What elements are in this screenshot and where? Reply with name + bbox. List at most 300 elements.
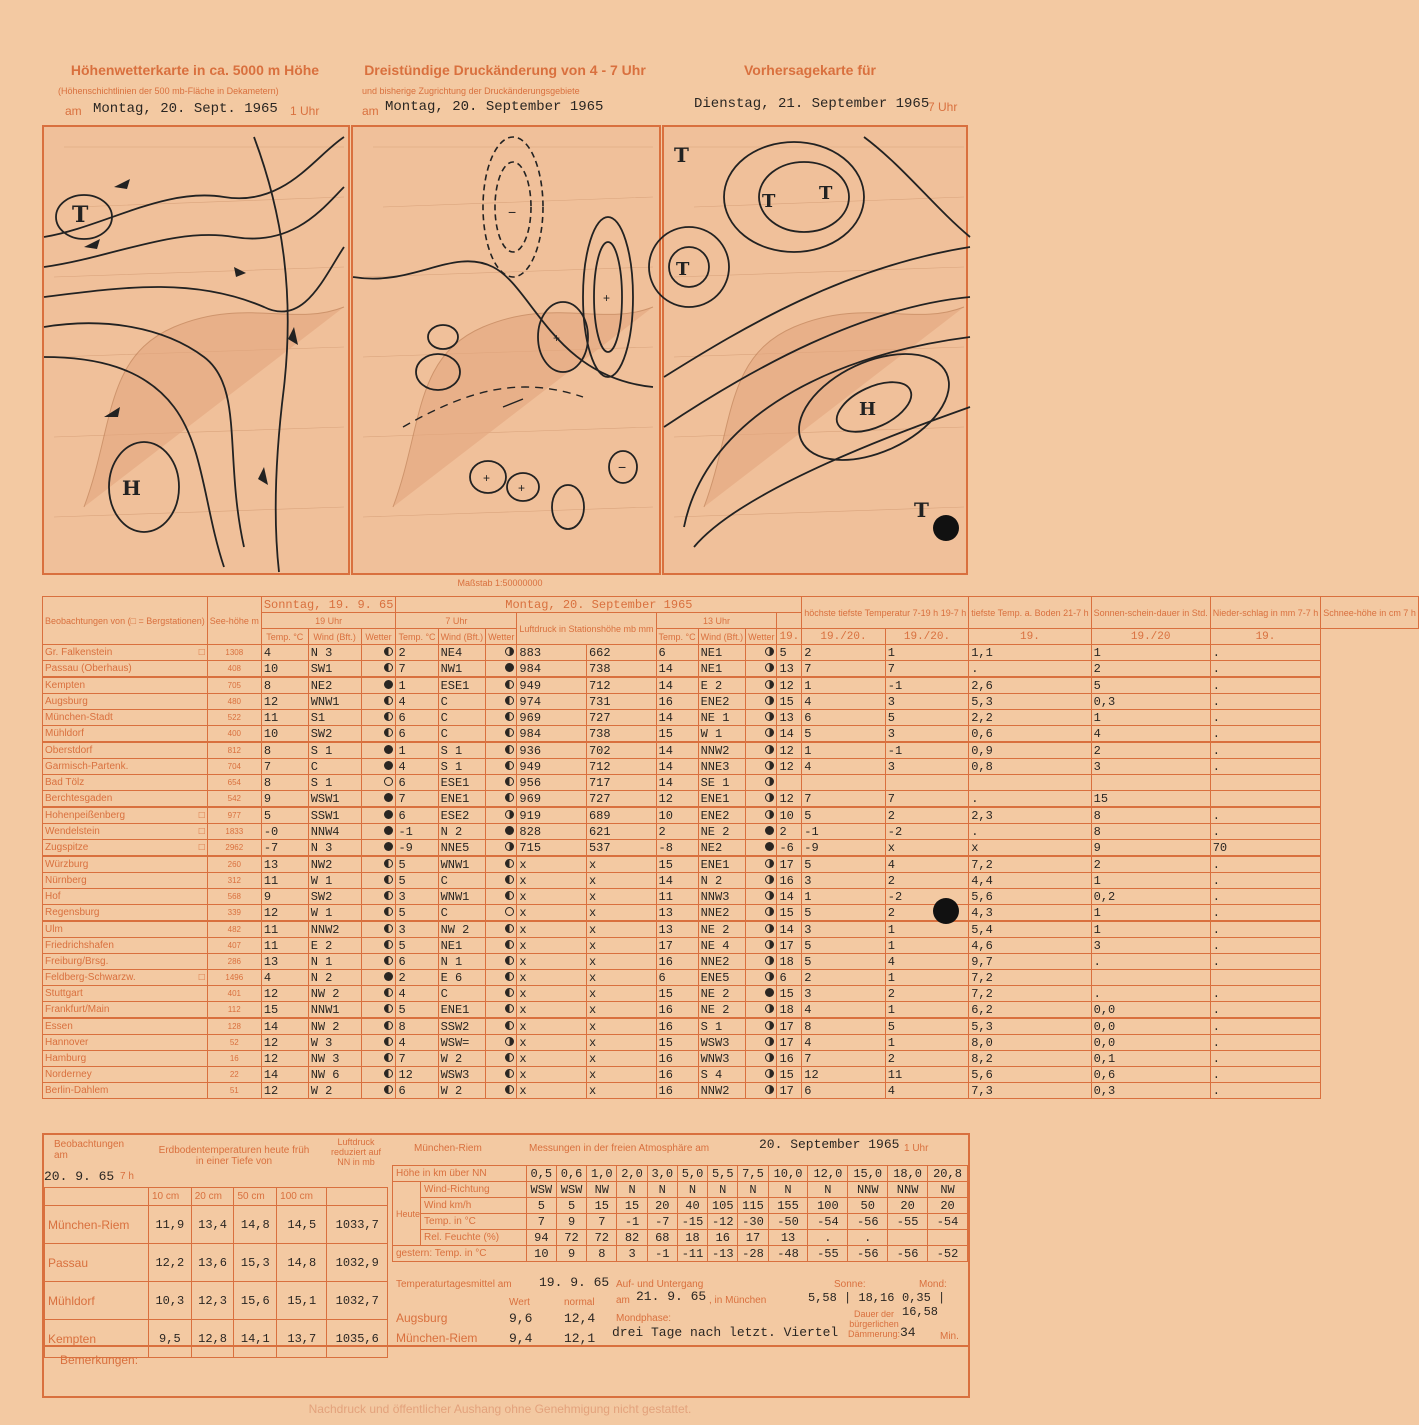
mountain-station-marker: □ — [198, 647, 205, 658]
table-row — [43, 840, 1419, 857]
wind-7h: NW 2 — [438, 921, 486, 938]
snow: . — [1210, 1083, 1321, 1099]
snow: . — [1210, 645, 1321, 661]
weather-symbol-icon — [765, 875, 774, 884]
temp-19h: 12 — [261, 1035, 308, 1051]
pressure-mb: 984 — [517, 726, 587, 743]
weather-symbol-icon — [505, 745, 514, 754]
table-row — [43, 1035, 1419, 1051]
weather-symbol-icon — [384, 842, 393, 851]
temp-19h: 12 — [261, 1051, 308, 1067]
pressure-mb: 974 — [517, 694, 587, 710]
aero-value: 16 — [708, 1230, 738, 1246]
forecast-map-drawing — [664, 127, 970, 577]
pressure-mm: 621 — [586, 824, 656, 840]
footer-note: Nachdruck und öffentlicher Aushang ohne Genehmigung nicht gestattet. — [308, 1402, 692, 1416]
weather-13h — [746, 954, 777, 970]
station-name: Essen — [43, 1018, 208, 1035]
sunshine: 1,1 — [969, 645, 1091, 661]
svg-text:T: T — [819, 183, 833, 204]
pressure-mb: 956 — [517, 775, 587, 791]
wind-7h: C — [438, 986, 486, 1002]
precipitation: 0,0 — [1091, 1002, 1210, 1019]
weather-symbol-icon — [505, 1085, 514, 1094]
pressure-mb: 936 — [517, 742, 587, 759]
svg-text:−: − — [508, 204, 517, 220]
weather-19h — [361, 726, 396, 743]
temp-13h: 11 — [656, 889, 698, 905]
weather-7h — [486, 1067, 517, 1083]
sunshine: 5,4 — [969, 921, 1091, 938]
temp-min: 4 — [802, 1002, 885, 1019]
pressure-mm: 712 — [586, 759, 656, 775]
temp-13h: 6 — [656, 645, 698, 661]
temp-min: 5 — [802, 954, 885, 970]
weather-7h — [486, 1002, 517, 1019]
weather-symbol-icon — [765, 810, 774, 819]
ground-temp: 3 — [885, 694, 968, 710]
ground-temp: 2 — [885, 873, 968, 889]
station-name: Kempten — [43, 677, 208, 694]
pressure-change-subtitle: und bisherige Zugrichtung der Druckänderungsgebiete — [362, 86, 580, 96]
ground-temp: -2 — [885, 824, 968, 840]
upper-air-map-subtitle: (Höhenschichtlinien der 500 mb-Fläche in Dekametern) — [58, 86, 279, 96]
weather-7h — [486, 840, 517, 857]
station-height: 407 — [207, 938, 261, 954]
sunshine: 5,3 — [969, 694, 1091, 710]
aero-value: -54 — [808, 1214, 848, 1230]
soil-date: 20. 9. 65 — [44, 1169, 115, 1184]
weather-symbol-icon — [384, 891, 393, 900]
depth-10: 10 cm — [149, 1188, 192, 1206]
table-row — [43, 856, 1419, 873]
pressure-change-am-label: am — [362, 104, 379, 118]
ground-temp: 2 — [885, 1051, 968, 1067]
station-name: Hohenpeißenberg □ — [43, 807, 208, 824]
aero-value: 15 — [587, 1198, 617, 1214]
ground-temp: x — [885, 840, 968, 857]
pressure-mm: x — [586, 1083, 656, 1099]
temp-7h: 1 — [396, 742, 438, 759]
snow — [1210, 970, 1321, 986]
soil-temp: 11,9 — [149, 1206, 192, 1244]
aero-date: 20. September 1965 — [759, 1137, 900, 1152]
pressure-mb: x — [517, 954, 587, 970]
station-height: 51 — [207, 1083, 261, 1099]
wind-19h: W 1 — [308, 905, 361, 922]
ground-temp: 11 — [885, 1067, 968, 1083]
precipitation — [1091, 775, 1210, 791]
aero-value: -56 — [848, 1214, 888, 1230]
temp-7h: 3 — [396, 889, 438, 905]
weather-symbol-icon — [384, 810, 393, 819]
weather-symbol-icon — [384, 859, 393, 868]
table-row — [43, 791, 1419, 808]
aero-row-label: gestern: Temp. in °C — [393, 1246, 527, 1262]
aero-row — [393, 1182, 968, 1198]
weather-19h — [361, 775, 396, 791]
weather-symbol-icon — [505, 826, 514, 835]
station-name: Frankfurt/Main — [43, 1002, 208, 1019]
pressure-mm: x — [586, 873, 656, 889]
station-name: Garmisch-Partenk. — [43, 759, 208, 775]
station-height: 1308 — [207, 645, 261, 661]
precipitation: 2 — [1091, 742, 1210, 759]
sunshine: 5,6 — [969, 1067, 1091, 1083]
temp-7h: 3 — [396, 921, 438, 938]
punch-hole — [933, 898, 959, 924]
pressure-mb: x — [517, 1083, 587, 1099]
wind-13h: NE 2 — [698, 824, 746, 840]
table-row — [43, 905, 1419, 922]
temp-19h: -7 — [261, 840, 308, 857]
station-name: Nürnberg — [43, 873, 208, 889]
table-row — [43, 824, 1419, 840]
wind-7h: NE1 — [438, 938, 486, 954]
weather-13h — [746, 856, 777, 873]
wind-19h: NW2 — [308, 856, 361, 873]
weather-7h — [486, 759, 517, 775]
sunshine: 4,3 — [969, 905, 1091, 922]
sun-title: Auf- und Untergang — [616, 1279, 704, 1290]
pressure-mb: x — [517, 970, 587, 986]
col-pressure: Luftdruck in Stationshöhe mb mm — [517, 613, 656, 645]
temp-19h: 8 — [261, 775, 308, 791]
aero-value: N — [617, 1182, 647, 1198]
weather-symbol-icon — [505, 680, 514, 689]
wind-7h: WNW1 — [438, 856, 486, 873]
svg-text:−: − — [618, 459, 627, 475]
temp-7h: 7 — [396, 1051, 438, 1067]
ground-temp: 3 — [885, 759, 968, 775]
temp-max: 13 — [777, 710, 802, 726]
weather-7h — [486, 661, 517, 678]
wind-13h: ENE1 — [698, 791, 746, 808]
table-row — [43, 775, 1419, 791]
wind-19h: N 3 — [308, 840, 361, 857]
h-date-3: 19./20. — [885, 629, 968, 645]
aero-time: 1 Uhr — [904, 1143, 929, 1154]
station-height: 339 — [207, 905, 261, 922]
weather-13h — [746, 710, 777, 726]
col-19uhr: 19 Uhr — [261, 613, 396, 629]
wind-7h: ESE2 — [438, 807, 486, 824]
weather-symbol-icon — [384, 924, 393, 933]
station-name: Hof — [43, 889, 208, 905]
svg-text:T: T — [72, 202, 89, 228]
aero-value: WSW — [556, 1182, 586, 1198]
weather-symbol-icon — [384, 647, 393, 656]
svg-text:+: + — [603, 291, 611, 305]
weather-7h — [486, 1051, 517, 1067]
wind-19h: E 2 — [308, 938, 361, 954]
aero-value: 18 — [677, 1230, 707, 1246]
soil-temp: 15,3 — [234, 1244, 277, 1282]
aero-value: -7 — [647, 1214, 677, 1230]
temp-13h: 16 — [656, 1067, 698, 1083]
temp-13h: 17 — [656, 938, 698, 954]
station-height: 480 — [207, 694, 261, 710]
sun-am: am — [616, 1295, 630, 1306]
weather-13h — [746, 889, 777, 905]
aero-value: NW — [587, 1182, 617, 1198]
aero-row-label: Wind-Richtung — [421, 1182, 527, 1198]
temp-min: 1 — [802, 889, 885, 905]
col-ground: tiefste Temp. a. Boden 21-7 h — [969, 597, 1091, 629]
soil-temp: 13,4 — [191, 1206, 234, 1244]
tmean-value: 9,4 — [509, 1331, 533, 1346]
pressure-mm: 712 — [586, 677, 656, 694]
aero-height: 0,5 — [526, 1166, 556, 1182]
wind-13h: NNW2 — [698, 1083, 746, 1099]
weather-13h — [746, 873, 777, 889]
soil-temp: 14,8 — [234, 1206, 277, 1244]
weather-13h — [746, 661, 777, 678]
wind-13h: NE1 — [698, 661, 746, 678]
wind-13h: NE 2 — [698, 1002, 746, 1019]
pressure-mm: x — [586, 954, 656, 970]
h-date-5: 19./20 — [1091, 629, 1210, 645]
aero-value: 100 — [808, 1198, 848, 1214]
aero-value: 17 — [738, 1230, 768, 1246]
temp-13h: 14 — [656, 710, 698, 726]
weather-symbol-icon — [505, 972, 514, 981]
ground-temp: 1 — [885, 645, 968, 661]
pressure-mb: 984 — [517, 661, 587, 678]
ground-temp: 2 — [885, 807, 968, 824]
temp-max: 12 — [777, 677, 802, 694]
temp-7h: 7 — [396, 661, 438, 678]
temp-min: 7 — [802, 791, 885, 808]
sunshine: 2,3 — [969, 807, 1091, 824]
weather-13h — [746, 1018, 777, 1035]
station-height: 542 — [207, 791, 261, 808]
pressure-mm: 738 — [586, 661, 656, 678]
weather-symbol-icon — [765, 728, 774, 737]
wind-7h: WSW= — [438, 1035, 486, 1051]
weather-symbol-icon — [765, 793, 774, 802]
temp-min: 3 — [802, 873, 885, 889]
temp-19h: 12 — [261, 1083, 308, 1099]
pressure-mm: 731 — [586, 694, 656, 710]
snow: . — [1210, 1035, 1321, 1051]
mountain-station-marker: □ — [198, 810, 205, 821]
station-name: München-Stadt — [43, 710, 208, 726]
table-row — [43, 742, 1419, 759]
temp-7h: 5 — [396, 1002, 438, 1019]
wind-19h: NW 6 — [308, 1067, 361, 1083]
pressure-mb: x — [517, 1051, 587, 1067]
weather-symbol-icon — [765, 745, 774, 754]
aero-value: 40 — [677, 1198, 707, 1214]
weather-symbol-icon — [384, 1069, 393, 1078]
temp-max: 12 — [777, 742, 802, 759]
soil-temp: 12,2 — [149, 1244, 192, 1282]
weather-symbol-icon — [765, 712, 774, 721]
h-date-2: 19./20. — [802, 629, 885, 645]
weather-symbol-icon — [765, 663, 774, 672]
temp-7h: 1 — [396, 677, 438, 694]
weather-symbol-icon — [765, 924, 774, 933]
precipitation: 8 — [1091, 807, 1210, 824]
temp-max: 5 — [777, 645, 802, 661]
sunshine: 7,2 — [969, 986, 1091, 1002]
temp-max: 17 — [777, 1018, 802, 1035]
table-row — [43, 677, 1419, 694]
weather-7h — [486, 1018, 517, 1035]
pressure-mm: 727 — [586, 710, 656, 726]
h-wetter: Wetter — [746, 629, 777, 645]
temp-7h: 4 — [396, 986, 438, 1002]
weather-symbol-icon — [765, 761, 774, 770]
temp-max: 17 — [777, 1083, 802, 1099]
precipitation — [1091, 970, 1210, 986]
precipitation: 2 — [1091, 661, 1210, 678]
snow: . — [1210, 856, 1321, 873]
temp-13h: 2 — [656, 824, 698, 840]
station-name: Berchtesgaden — [43, 791, 208, 808]
wind-7h: W 2 — [438, 1083, 486, 1099]
forecast-map — [662, 125, 968, 575]
wind-19h: NNW1 — [308, 1002, 361, 1019]
aero-value: 72 — [556, 1230, 586, 1246]
sunshine: 5,3 — [969, 1018, 1091, 1035]
aero-value: 15 — [617, 1198, 647, 1214]
temp-19h: 8 — [261, 677, 308, 694]
weather-7h — [486, 742, 517, 759]
station-name: Ulm — [43, 921, 208, 938]
temp-13h: 14 — [656, 873, 698, 889]
weather-13h — [746, 970, 777, 986]
weather-symbol-icon — [384, 663, 393, 672]
aero-row — [393, 1246, 968, 1262]
weather-13h — [746, 694, 777, 710]
table-row — [43, 1018, 1419, 1035]
table-row — [43, 1002, 1419, 1019]
wind-13h: NE 2 — [698, 921, 746, 938]
svg-text:+: + — [483, 471, 491, 485]
wind-7h: C — [438, 694, 486, 710]
weather-7h — [486, 970, 517, 986]
sun-date: 21. 9. 65 — [636, 1289, 707, 1304]
pressure-mb: x — [517, 938, 587, 954]
sunshine: 8,0 — [969, 1035, 1091, 1051]
weather-19h — [361, 1051, 396, 1067]
temp-7h: 6 — [396, 710, 438, 726]
soil-temp: 10,3 — [149, 1282, 192, 1320]
temp-13h: -8 — [656, 840, 698, 857]
observation-table — [42, 596, 1419, 1099]
temp-min: 5 — [802, 856, 885, 873]
soil-temp: 15,1 — [277, 1282, 327, 1320]
snow: . — [1210, 824, 1321, 840]
snow: . — [1210, 1067, 1321, 1083]
upper-air-date: Montag, 20. Sept. 1965 — [93, 101, 278, 117]
station-height: 400 — [207, 726, 261, 743]
h-date-6: 19. — [1210, 629, 1321, 645]
wind-13h: ENE2 — [698, 694, 746, 710]
weather-7h — [486, 807, 517, 824]
weather-7h — [486, 791, 517, 808]
h-temp: Temp. °C — [261, 629, 308, 645]
wind-19h: W 2 — [308, 1083, 361, 1099]
sunshine: 0,8 — [969, 759, 1091, 775]
station-name: Freiburg/Brsg. — [43, 954, 208, 970]
weather-7h — [486, 889, 517, 905]
aero-value: 10 — [526, 1246, 556, 1262]
weather-13h — [746, 840, 777, 857]
temp-min: 4 — [802, 1035, 885, 1051]
tmean-normal-value: 12,1 — [564, 1331, 596, 1346]
aero-value: 8 — [587, 1246, 617, 1262]
weather-19h — [361, 954, 396, 970]
col-7uhr: 7 Uhr — [396, 613, 517, 629]
wind-19h: S 1 — [308, 775, 361, 791]
temp-13h: 15 — [656, 856, 698, 873]
soil-row — [45, 1320, 388, 1358]
temp-7h: 5 — [396, 873, 438, 889]
weather-symbol-icon — [384, 1004, 393, 1013]
h-wind: Wind (Bft.) — [308, 629, 361, 645]
wind-13h: N 2 — [698, 873, 746, 889]
temp-19h: 9 — [261, 889, 308, 905]
station-name: Oberstdorf — [43, 742, 208, 759]
temp-max: 15 — [777, 986, 802, 1002]
temp-7h: 6 — [396, 807, 438, 824]
aero-value: 7 — [526, 1214, 556, 1230]
dusk-value: 34 — [900, 1325, 916, 1340]
temp-13h: 10 — [656, 807, 698, 824]
wind-13h: NNW3 — [698, 889, 746, 905]
weather-13h — [746, 807, 777, 824]
aero-value: 5 — [526, 1198, 556, 1214]
weather-symbol-icon — [384, 761, 393, 770]
temp-max: 14 — [777, 889, 802, 905]
temp-min: 4 — [802, 694, 885, 710]
wind-7h: ESE1 — [438, 677, 486, 694]
aero-height: 1,0 — [587, 1166, 617, 1182]
aero-value: -50 — [768, 1214, 808, 1230]
forecast-time: 7 Uhr — [928, 100, 958, 114]
temp-max: 16 — [777, 1051, 802, 1067]
table-row — [43, 710, 1419, 726]
wind-19h: SW1 — [308, 661, 361, 678]
weather-13h — [746, 938, 777, 954]
table-row — [43, 889, 1419, 905]
aero-value: NNW — [848, 1182, 888, 1198]
weather-symbol-icon — [505, 1021, 514, 1030]
svg-text:T: T — [914, 498, 929, 522]
temp-max: 2 — [777, 824, 802, 840]
station-height: 522 — [207, 710, 261, 726]
wind-19h: WNW1 — [308, 694, 361, 710]
wind-19h: NW 2 — [308, 1018, 361, 1035]
weather-symbol-icon — [505, 663, 514, 672]
sunshine: 0,9 — [969, 742, 1091, 759]
wind-13h: NNW2 — [698, 742, 746, 759]
temp-7h: 2 — [396, 645, 438, 661]
temp-7h: 4 — [396, 1035, 438, 1051]
wind-13h: S 4 — [698, 1067, 746, 1083]
temp-min: 2 — [802, 970, 885, 986]
weather-symbol-icon — [505, 712, 514, 721]
weather-symbol-icon — [505, 728, 514, 737]
col-maxmin: höchste tiefste Temperatur 7-19 h 19-7 h — [802, 597, 969, 629]
wind-19h: N 2 — [308, 970, 361, 986]
weather-7h — [486, 710, 517, 726]
snow: . — [1210, 873, 1321, 889]
snow: . — [1210, 1018, 1321, 1035]
